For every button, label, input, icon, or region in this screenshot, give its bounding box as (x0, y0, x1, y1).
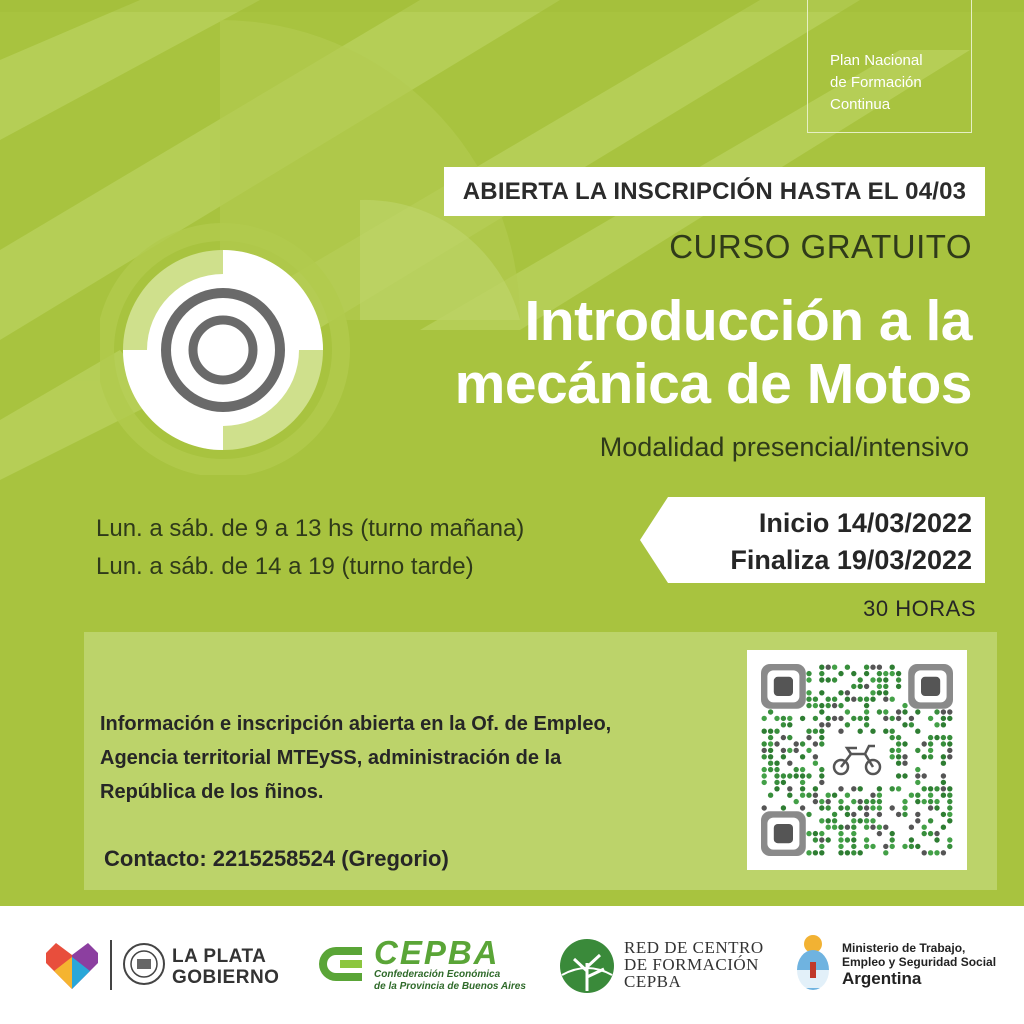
title-line-2: mecánica de Motos (454, 352, 972, 416)
plan-line: Plan Nacional (830, 52, 923, 69)
schedule (96, 510, 524, 586)
red-line: DE FORMACIÓN (624, 955, 759, 974)
schedule-morning: Lun. a sáb. de 9 a 13 hs (turno mañana) (96, 515, 525, 542)
course-type: CURSO GRATUITO (669, 228, 972, 265)
qr-code[interactable] (747, 650, 967, 870)
info-line: Información e inscripción abierta en la Of. de Empleo, (100, 713, 612, 735)
qr-code-pattern (747, 650, 967, 870)
target-icon (100, 215, 360, 475)
end-date: Finaliza 19/03/2022 (730, 545, 972, 575)
cepba-sub-line: Confederación Económica (374, 969, 501, 980)
course-title (455, 290, 972, 416)
modality: Modalidad presencial/intensivo (599, 432, 969, 462)
info-text (100, 707, 700, 809)
red-line: RED DE CENTRO (624, 938, 764, 957)
cepba-title: CEPBA (374, 934, 500, 971)
contact: Contacto: 2215258524 (Gregorio) (104, 846, 449, 871)
ministerio-line: Ministerio de Trabajo, (842, 941, 966, 955)
heart-logo-icon (46, 943, 98, 989)
schedule-afternoon: Lun. a sáb. de 14 a 19 (turno tarde) (96, 553, 474, 580)
course-hours: 30 HORAS (863, 596, 976, 621)
la-plata-line: LA PLATA (172, 946, 267, 967)
cepba-sub-line: de la Provincia de Buenos Aires (374, 981, 526, 992)
title-line-1: Introducción a la (524, 289, 972, 353)
la-plata-logo (172, 946, 279, 988)
la-plata-seal-icon (122, 942, 166, 986)
argentina-coat-of-arms-icon (792, 932, 834, 994)
plan-line: Continua (830, 96, 891, 113)
ministerio-line: Empleo y Seguridad Social (842, 955, 997, 969)
info-line: Agencia territorial MTEySS, administración de la (100, 747, 562, 769)
plan-nacional-label (830, 50, 970, 116)
registration-badge: ABIERTA LA INSCRIPCIÓN HASTA EL 04/03 (444, 167, 985, 216)
plan-line: de Formación (830, 74, 922, 91)
dates (730, 505, 972, 579)
info-line: República de los ñinos. (100, 781, 324, 803)
divider (110, 940, 112, 990)
red-centro-logo (624, 939, 764, 990)
red-line: CEPBA (624, 972, 682, 991)
ministerio-logo (842, 941, 996, 989)
tree-logo-icon (558, 937, 616, 995)
la-plata-line: GOBIERNO (172, 967, 280, 988)
start-date: Inicio 14/03/2022 (758, 508, 972, 538)
cepba-logo-icon (318, 939, 368, 989)
cepba-subtitle (374, 969, 526, 993)
ministerio-country: Argentina (842, 969, 922, 988)
